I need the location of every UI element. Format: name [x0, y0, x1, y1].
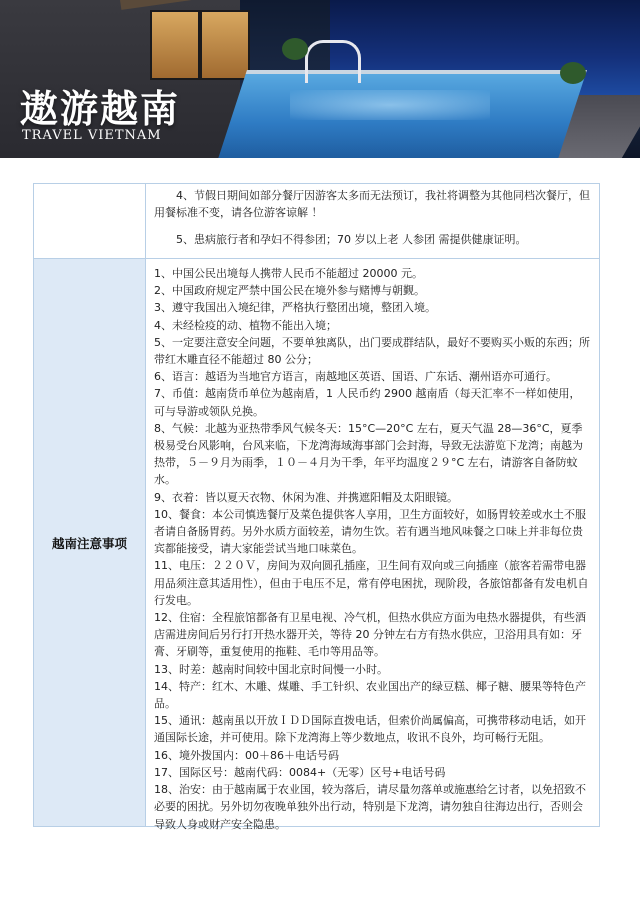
header-banner [0, 0, 640, 158]
banner-title: 遨游越南 [20, 87, 181, 131]
top-note: 5、患病旅行者和孕妇不得参团；70 岁以上老 人参团 需提供健康证明。 [176, 233, 527, 247]
notice-table [33, 183, 600, 831]
top-notes-cell [146, 184, 599, 258]
villa-window [150, 10, 200, 80]
top-note: 4、节假日期间如部分餐厅因游客太多而无法预订，我社将调整为其他同档次餐厅，但用餐标准不变，请各位游客谅解 ！ [154, 189, 590, 220]
list-item: 12、住宿：全程旅馆都备有卫星电视、冷气机，但热水供应方面为电热水器提供，有些酒店需进房间后另行打开热水器开关，等待 20 分钟左右方有热水供应，卫浴用具有如：牙膏、牙刷等，重复使用的拖鞋、毛巾等用品等。 [154, 611, 586, 659]
list-item: 5、一定要注意安全问题，不要单独离队，出门要成群结队，最好不要购买小贩的东西；所带红木雕直径不能超过 80 公分； [154, 335, 590, 367]
list-item: 3、遵守我国出入境纪律，严格执行整团出境，整团入境。 [154, 301, 436, 315]
list-item: 11、电压：２２０Ｖ，房间为双向圆孔插座，卫生间有双向或三向插座（旅客若需带电器用品须注意其适用性），但由于电压不足，常有停电困扰，现阶段，各旅馆都备有发电机自行发电。 [154, 559, 589, 607]
list-item: 2、中国政府规定严禁中国公民在境外参与赌博与朝觐。 [154, 284, 425, 298]
list-item: 13、时差：越南时间较中国北京时间慢一小时。 [154, 662, 388, 676]
list-item: 17、国际区号：越南代码：0084+（无零）区号+电话号码 [154, 765, 446, 779]
banner-subtitle: TRAVEL VIETNAM [22, 128, 162, 143]
list-item: 15、通讯：越南虽以开放ＩＤＤ国际直拨电话，但索价尚属偏高，可携带移动电话，如开通国际长途，并可使用。除下龙湾海上等少数地点，收讯不良外，均可畅行无阻。 [154, 714, 586, 745]
list-item: 18、治安：由于越南属于农业国，较为落后，请尽量勿落单或施惠给乞讨者，以免招致不必要的困扰。另外切勿夜晚单独外出行动，特别是下龙湾，请勿独自往海边出行，否则会导致人身或财产安全隐患。 [154, 783, 586, 831]
empty-label-cell [34, 184, 146, 258]
list-item: 6、语言：越语为当地官方语言，南越地区英语、国语、广东话、潮州语亦可通行。 [154, 370, 557, 384]
list-item: 4、未经检疫的动、植物不能出入境； [154, 318, 337, 332]
pool-shine [290, 90, 490, 120]
plant-icon [560, 62, 586, 84]
villa-window [200, 10, 250, 80]
list-item: 14、特产：红木、木雕、煤雕、手工针织、农业国出产的绿豆糕、椰子糖、腰果等特色产品。 [154, 679, 586, 711]
pool-rail-icon [305, 40, 361, 83]
list-item: 10、餐食：本公司慎选餐厅及菜色提供客人享用，卫生方面较好，如肠胃较差或水土不服者请自备肠胃药。另外水质方面较差，请勿生饮。若有遇当地风味餐之口味上并非每位贵宾都能接受，请大家能尝试当地口味菜色。 [154, 507, 586, 556]
table-row [34, 184, 599, 258]
table-row [34, 258, 599, 831]
plant-icon [282, 38, 308, 60]
section-label: 越南注意事项 [34, 259, 146, 826]
list-item: 1、中国公民出境每人携带人民币不能超过 20000 元。 [154, 267, 423, 280]
list-item: 9、衣着：皆以夏天衣物、休闲为准、并携遮阳帽及太阳眼镜。 [154, 490, 458, 504]
list-item: 8、气候：北越为亚热带季风气候冬天：15°C—20°C 左右，夏天气温 28—36°C，夏季极易受台风影响，台风来临，下龙湾海域海事部门会封海，导致无法游览下龙湾；南越为热带，５－９月为雨季，１０－４月为干季，年平均温度２９°C 左右，请游客自备防蚊水。 [154, 421, 583, 487]
list-item: 16、境外拨国内：00＋86＋电话号码 [154, 748, 339, 762]
list-item: 7、币值：越南货币单位为越南盾，1 人民币约 2900 越南盾（每天汇率不一样如使用，可与导游或领队兑换。 [154, 387, 581, 418]
notice-list [146, 259, 599, 831]
